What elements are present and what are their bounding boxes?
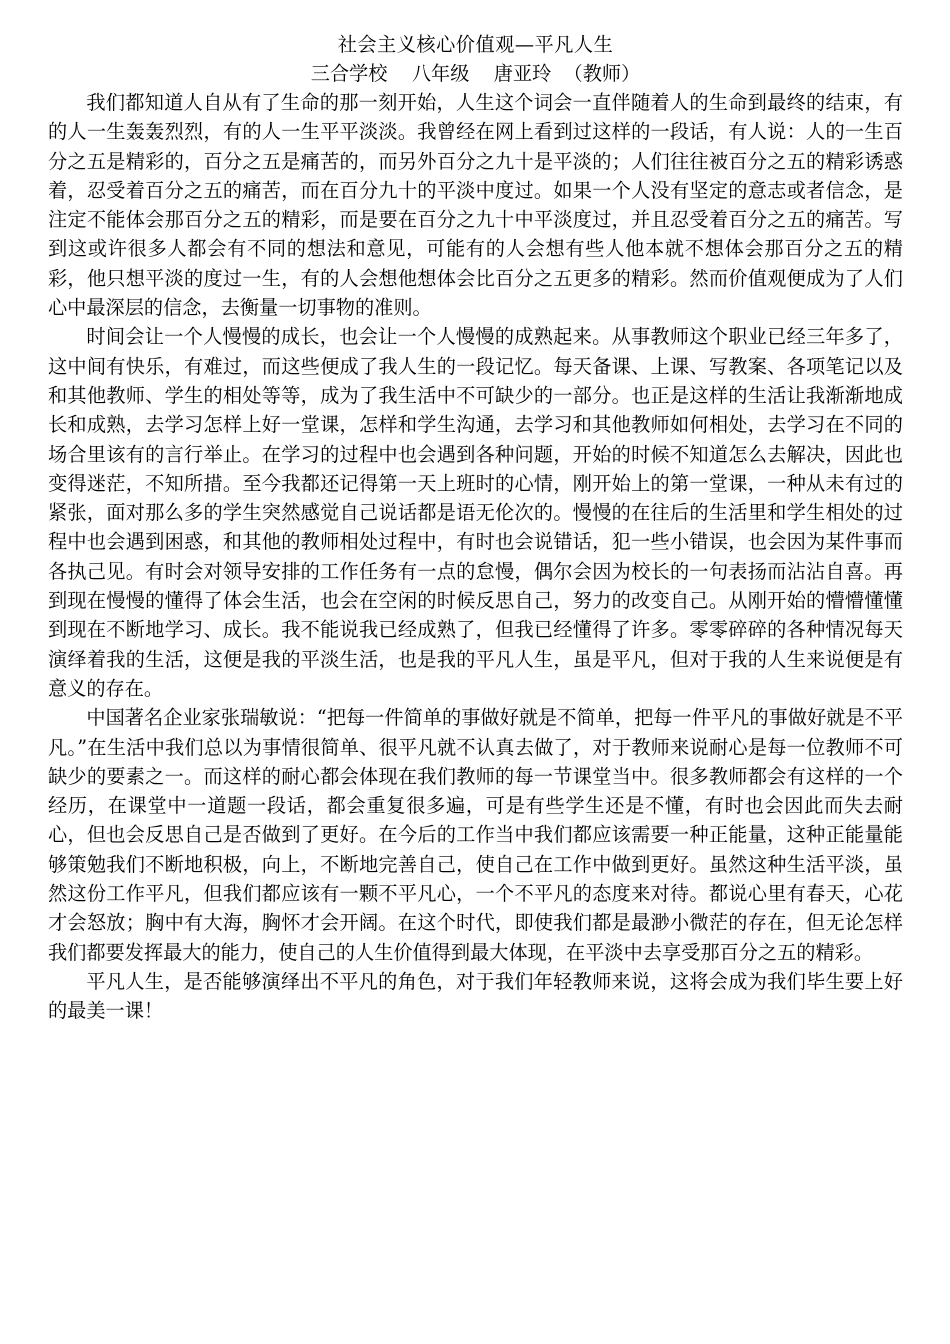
paragraph-1: 我们都知道人自从有了生命的那一刻开始，人生这个词会一直伴随着人的生命到最终的结束，有的人一生轰轰烈烈，有的人一生平平淡淡。我曾经在网上看到过这样的一段话，有人说：人的一生百分之五是精彩的，百分之五是痛苦的，而另外百分之九十是平淡的；人们往往被百分之五的精彩诱惑着，忍受着百分之五的痛苦，而在百分九十的平淡中度过。如果一个人没有坚定的意志或者信念，是注定不能体会那百分之五的精彩，而是要在百分之九十中平淡度过，并且忍受着百分之五的痛苦。写到这或许很多人都会有不同的想法和意见，可能有的人会想有些人他本就不想体会那百分之五的精彩，他只想平淡的度过一生，有的人会想他想体会比百分之五更多的精彩。然而价值观便成为了人们心中最深层的信念，去衡量一切事物的准则。 [48,91,903,320]
document-title: 社会主义核心价值观—平凡人生 [337,33,614,56]
paragraph-4: 平凡人生，是否能够演绎出不平凡的角色，对于我们年轻教师来说，这将会成为我们毕生要上好的最美一课！ [48,969,903,1023]
author-byline: 三合学校 八年级 唐亚玲 （教师） [310,62,641,85]
paragraph-3: 中国著名企业家张瑞敏说：“把每一件简单的事做好就是不简单，把每一件平凡的事做好就是不平凡。”在生活中我们总以为事情很简单、很平凡就不认真去做了，对于教师来说耐心是每一位教师不可缺少的要素之一。而这样的耐心都会体现在我们教师的每一节课堂当中。很多教师都会有这样的一个经历，在课堂中一道题一段话，都会重复很多遍，可是有些学生还是不懂，有时也会因此而失去耐心，但也会反思自己是否做到了更好。在今后的工作当中我们都应该需要一种正能量，这种正能量能够策勉我们不断地积极，向上，不断地完善自己，使自己在工作中做到更好。虽然这种生活平淡，虽然这份工作平凡，但我们都应该有一颗不平凡心，一个不平凡的态度来对待。都说心里有春天，心花才会怒放；胸中有大海，胸怀才会开阔。在这个时代，即使我们都是最渺小微茫的存在，但无论怎样我们都要发挥最大的能力，使自己的人生价值得到最大体现，在平淡中去享受那百分之五的精彩。 [48,706,903,964]
paragraph-2: 时间会让一个人慢慢的成长，也会让一个人慢慢的成熟起来。从事教师这个职业已经三年多了，这中间有快乐，有难过，而这些便成了我人生的一段记忆。每天备课、上课、写教案、各项笔记以及和其他教师、学生的相处等等，成为了我生活中不可缺少的一部分。也正是这样的生活让我渐渐地成长和成熟，去学习怎样上好一堂课，怎样和学生沟通，去学习和其他教师如何相处，去学习在不同的场合里该有的言行举止。在学习的过程中也会遇到各种问题，开始的时候不知道怎么去解决，因此也变得迷茫，不知所措。至今我都还记得第一天上班时的心情，刚开始上的第一堂课，一种从未有过的紧张，面对那么多的学生突然感觉自己说话都是语无伦次的。慢慢的在往后的生活里和学生相处的过程中也会遇到困惑，和其他的教师相处过程中，有时也会说错话，犯一些小错误，也会因为某件事而各执己见。有时会对领导安排的工作任务有一点的怠慢，偶尔会因为校长的一句表扬而沾沾自喜。再到现在慢慢的懂得了体会生活，也会在空闲的时候反思自己，努力的改变自己。从刚开始的懵懵懂懂到现在不断地学习、成长。我不能说我已经成熟了，但我已经懂得了许多。零零碎碎的各种情况每天演绎着我的生活，这便是我的平淡生活，也是我的平凡人生，虽是平凡，但对于我的人生来说便是有意义的存在。 [48,325,903,700]
document-page [48,30,903,1026]
